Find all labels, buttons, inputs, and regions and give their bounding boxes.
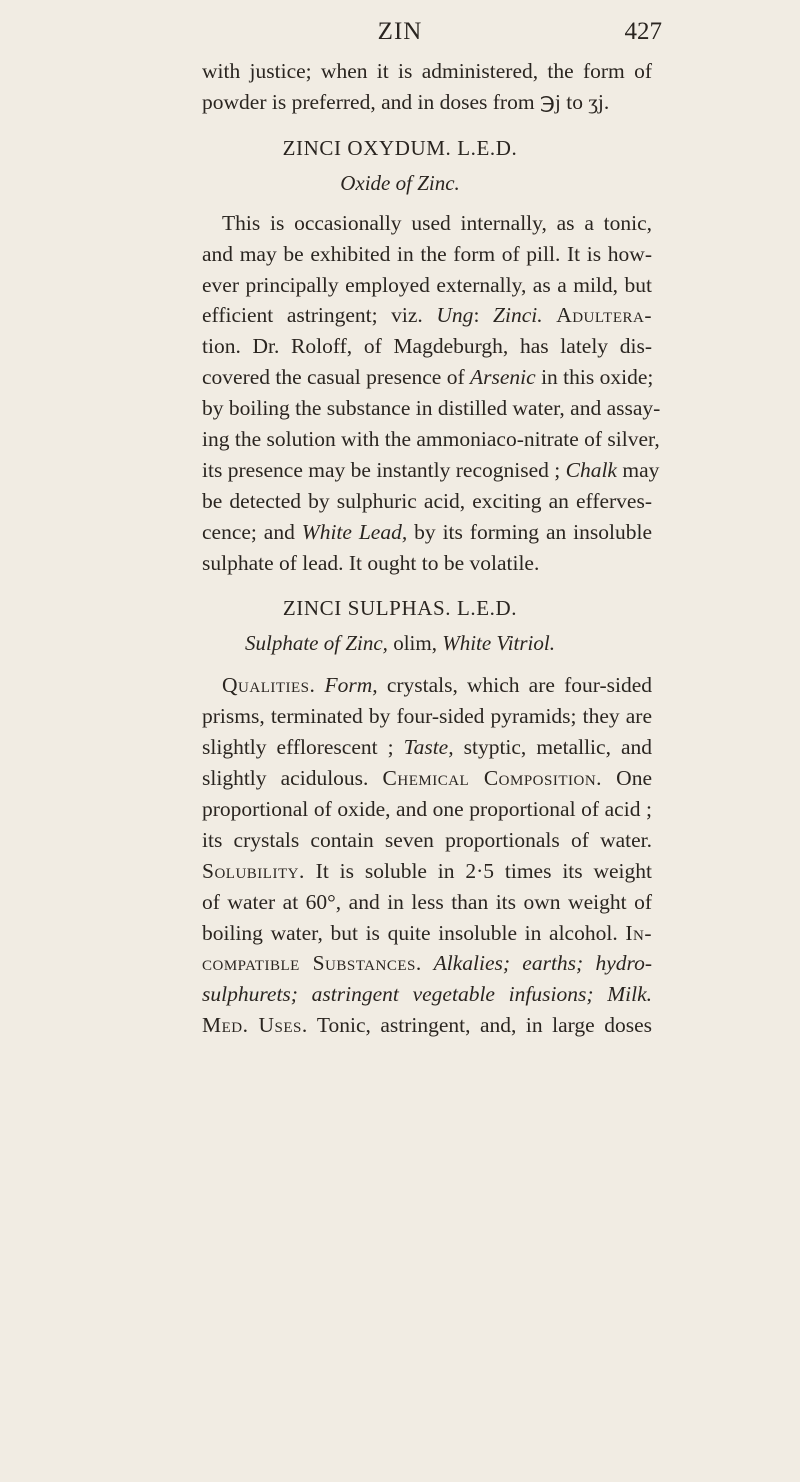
section-subheading-sulphate-of-zinc: Sulphate of Zinc, olim, White Vitriol. (245, 631, 555, 656)
milk-term: Milk. (607, 982, 652, 1007)
text-line: cence; and White Lead, by its forming an insoluble (202, 519, 653, 544)
form-label: Form, (324, 673, 378, 698)
text-line: ing the solution with the ammoniaco-nitrate of silver, (202, 427, 660, 452)
text-line: and may be exhibited in the form of pill. It is how- (202, 241, 652, 266)
text-line: compatible Substances. Alkalies; earths; hydro- (202, 951, 652, 976)
text-line: This is occasionally used internally, as a tonic, (222, 210, 652, 235)
ung-term: Ung (436, 303, 474, 328)
text-line: its crystals contain seven proportionals of water. (202, 827, 652, 852)
running-head (0, 18, 800, 54)
text-line: tion. Dr. Roloff, of Magdeburgh, has lately dis- (202, 334, 652, 359)
text-line: its presence may be instantly recognised ; Chalk may (202, 457, 660, 482)
text-line: sulphate of lead. It ought to be volatile. (202, 550, 540, 575)
solubility-label: Solubility. (202, 858, 305, 883)
zinci-term: Zinci. (493, 303, 543, 328)
section-heading-zinci-oxydum: ZINCI OXYDUM. L.E.D. (282, 135, 518, 160)
text-line: powder is preferred, and in doses from ℈j to ʒj. (202, 89, 610, 114)
chalk-term: Chalk (565, 457, 617, 482)
arsenic-term: Arsenic (470, 365, 536, 390)
text-line: efficient astringent; viz. Ung: Zinci. Adultera- (202, 303, 652, 328)
running-head-title: ZIN (377, 18, 423, 45)
medical-uses-label: Med. Uses. (202, 1013, 308, 1038)
text-line: prisms, terminated by four-sided pyramids; they are (202, 704, 652, 729)
text-line: proportional of oxide, and one proportional of acid ; (202, 797, 652, 822)
text-line: by boiling the substance in distilled water, and assay- (202, 396, 661, 421)
white-lead-term: White Lead, (301, 519, 408, 544)
chemical-composition-label: Chemical Composition. (382, 766, 603, 791)
text-line: slightly acidulous. Chemical Composition. One (202, 766, 652, 791)
text-line: Med. Uses. Tonic, astringent, and, in large doses (202, 1013, 652, 1038)
page-number: 427 (624, 18, 662, 45)
text-line: sulphurets; astringent vegetable infusions; Milk. (202, 982, 652, 1007)
text-line: be detected by sulphuric acid, exciting an efferves- (202, 488, 652, 513)
taste-label: Taste, (403, 735, 454, 760)
qualities-label: Qualities. (222, 673, 316, 698)
incompatible-label: In- (625, 920, 652, 945)
text-line: Qualities. Form, crystals, which are four-sided (222, 673, 652, 698)
text-line: boiling water, but is quite insoluble in alcohol. In- (202, 920, 652, 945)
text-line: slightly efflorescent ; Taste, styptic, metallic, and (202, 735, 652, 760)
adulteration-label: Adulter (556, 303, 633, 328)
section-heading-zinci-sulphas: ZINCI SULPHAS. L.E.D. (282, 596, 518, 621)
text-line: Solubility. It is soluble in 2·5 times its weight (202, 858, 652, 883)
text-line: covered the casual presence of Arsenic in this oxide; (202, 365, 654, 390)
section-subheading-oxide-of-zinc: Oxide of Zinc. (340, 170, 460, 195)
page-body (0, 56, 800, 1041)
text-line: ever principally employed externally, as a mild, but (202, 272, 652, 297)
text-line: with justice; when it is administered, the form of (202, 59, 652, 83)
text-line: of water at 60°, and in less than its own weight of (202, 889, 652, 914)
